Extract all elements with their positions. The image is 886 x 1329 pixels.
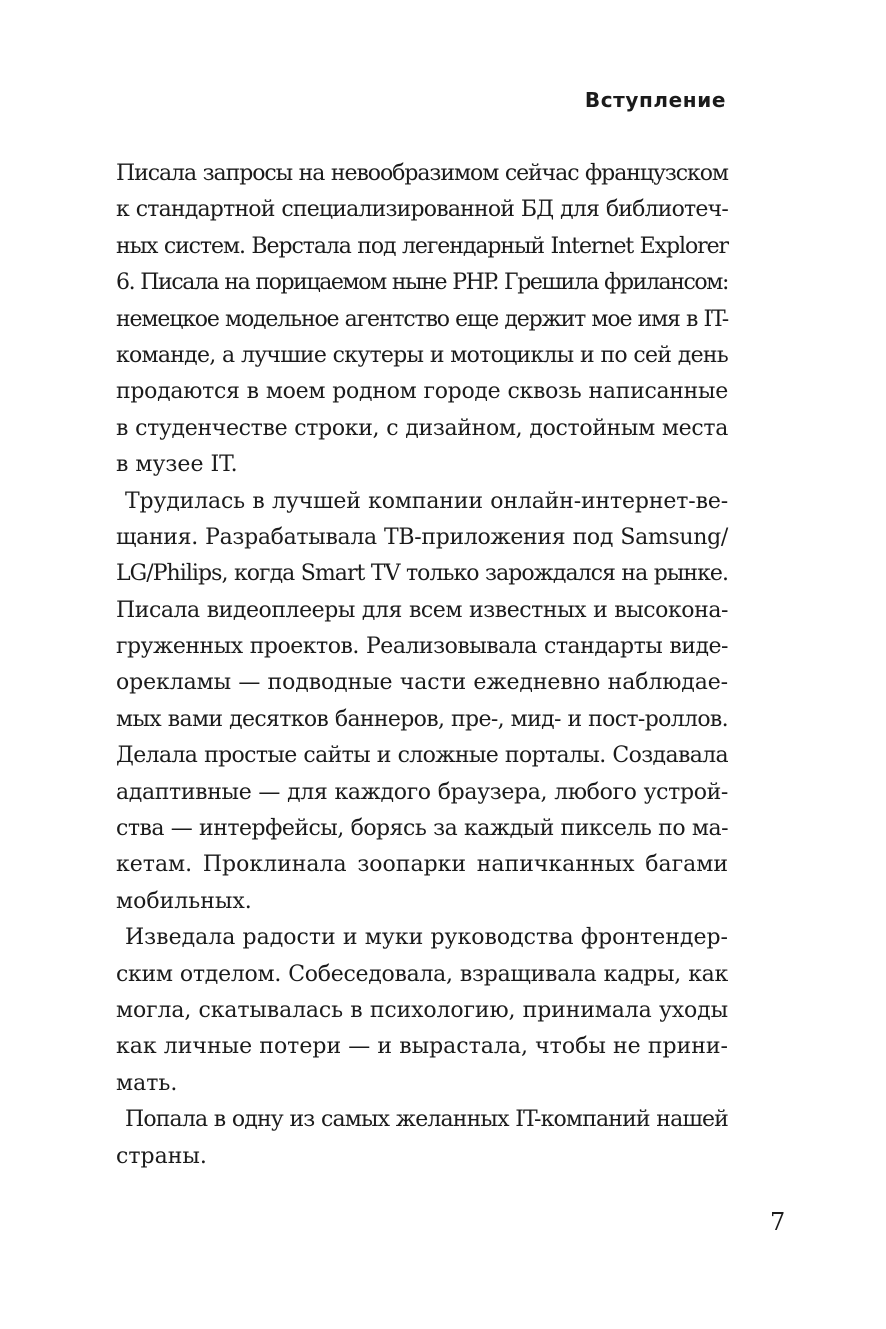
running-head: Вступление [584, 88, 726, 112]
text-line: Писала запросы на невообразимом сейчас французском [116, 161, 728, 186]
text-line: орекламы — подводные части ежедневно наблюдае- [116, 670, 728, 696]
body-text [116, 156, 728, 1175]
text-line: в студенчестве строки, с дизайном, достойным места [116, 415, 728, 441]
text-line: Делала простые сайты и сложные порталы. Создавала [116, 743, 728, 769]
text-line: мобильных. [116, 888, 252, 914]
text-line: команде, а лучшие скутеры и мотоциклы и по сей день [116, 342, 728, 368]
text-line: ных систем. Верстала под легендарный Internet Explorer [116, 233, 728, 259]
text-line: немецкое модельное агентство еще держит мое имя в IT- [116, 306, 728, 332]
text-line: щания. Разрабатывала ТВ-приложения под Samsung/ [116, 524, 728, 550]
text-line: в музее IT. [116, 452, 238, 478]
text-line: груженных проектов. Реализовывала стандарты виде- [116, 634, 728, 660]
text-line: Изведала радости и муки руководства фронтендер- [125, 925, 728, 951]
text-line: продаются в моем родном городе сквозь написанные [116, 379, 728, 405]
text-line: кетам. Проклинала зоопарки напичканных багами [116, 852, 728, 878]
text-line: страны. [116, 1143, 207, 1169]
paragraph-3 [116, 920, 728, 1102]
text-line: мать. [116, 1070, 178, 1096]
paragraph-2 [116, 484, 728, 921]
text-line: адаптивные — для каждого браузера, любого устрой- [116, 779, 728, 805]
text-line: ства — интерфейсы, борясь за каждый пиксель по ма- [116, 816, 728, 842]
text-line: могла, скатывалась в психологию, принимала уходы [116, 997, 728, 1023]
text-line: мых вами десятков баннеров, пре-, мид- и пост-роллов. [116, 706, 728, 732]
text-line: к стандартной специализированной БД для библиотеч- [116, 197, 728, 223]
paragraph-4 [116, 1102, 728, 1175]
text-line: 6. Писала на порицаемом ныне PHP. Грешила фрилансом: [116, 270, 728, 296]
text-line: как личные потери — и вырастала, чтобы не прини- [116, 1034, 728, 1060]
page-number: 7 [770, 1208, 786, 1236]
text-line: Писала видеоплееры для всем известных и высокона- [116, 597, 728, 623]
text-line: Трудилась в лучшей компании онлайн-интернет-ве- [125, 488, 728, 514]
text-line: LG/Philips, когда Smart TV только зарождался на рынке. [116, 561, 728, 587]
paragraph-1 [116, 156, 728, 484]
text-line: ским отделом. Собеседовала, взращивала кадры, как [116, 961, 728, 987]
text-line: Попала в одну из самых желанных IT-компаний нашей [125, 1107, 728, 1133]
